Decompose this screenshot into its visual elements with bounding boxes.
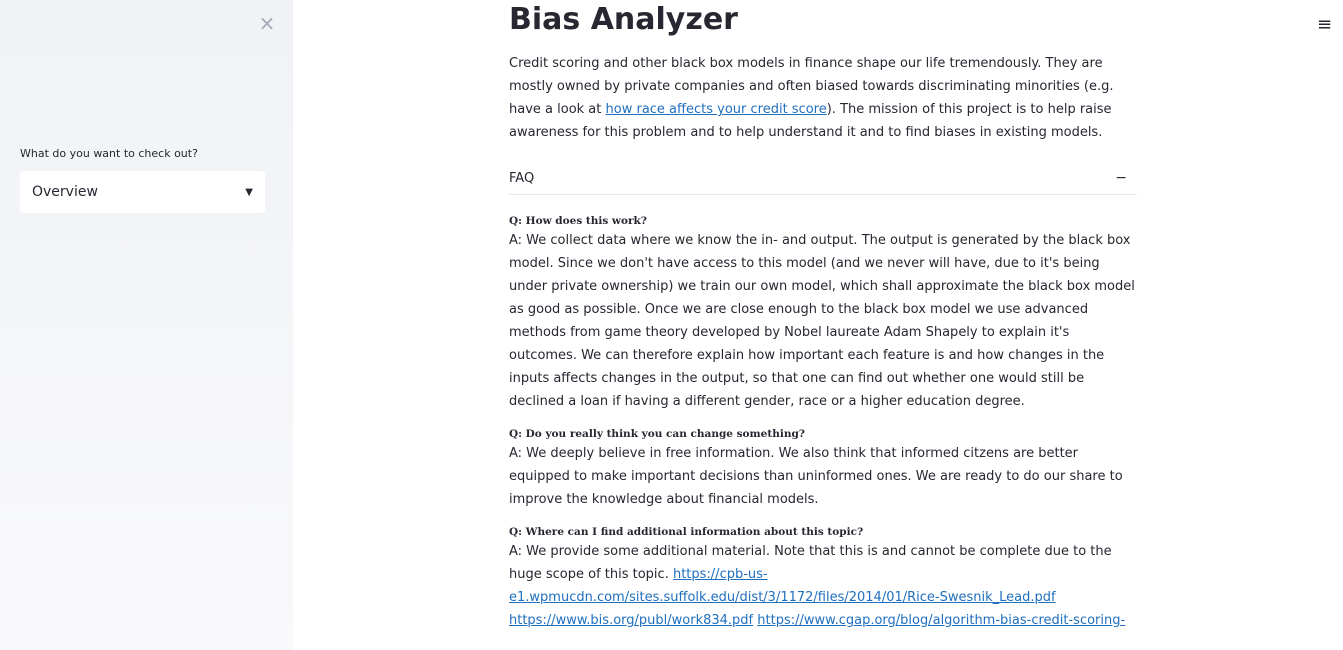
faq-item — [509, 213, 1137, 413]
sidebar — [0, 0, 293, 650]
faq-title: FAQ — [509, 170, 535, 186]
faq-answer: A: We collect data where we know the in- and output. The output is generated by the black box model. Since we don't have access to this model (and we never will have, due to it's being under private ownership) we train our own model, which shall approximate the black box model as good as possible. Once we are close enough to the black box model we use advanced methods from game theory developed by Nobel laureate Adam Shapely to explain it's outcomes. We can therefore explain how important each feature is and how changes in the inputs affects changes in the output, so that one can find out whether one would still be declined a loan if having a different gender, race or a higher education degree. — [509, 233, 1135, 409]
faq-content — [509, 213, 1137, 645]
intro-text-after: ). The mission of this project is to help raise awareness for this problem and to help understand it and to find biases in existing models. — [509, 102, 1112, 140]
resource-link[interactable]: https://www.cgap.org/blog/algorithm-bias-credit-scoring- — [757, 613, 1126, 628]
hamburger-menu-icon[interactable]: ≡ — [1317, 14, 1333, 35]
faq-expander-header[interactable] — [509, 162, 1137, 195]
faq-item — [509, 426, 1137, 511]
faq-answer: A: We deeply believe in free information. We also think that informed citzens are better equipped to make important decisions than uninformed ones. We are ready to do our share to improve the knowledge about financial models. — [509, 446, 1123, 507]
faq-answer-text: A: We provide some additional material. Note that this is and cannot be complete due to the huge scope of this topic. — [509, 544, 1112, 582]
collapse-icon[interactable]: − — [1115, 170, 1127, 186]
select-value: Overview — [32, 184, 98, 200]
page-select[interactable] — [20, 171, 265, 213]
close-sidebar-icon[interactable]: × — [258, 11, 276, 35]
page-title: Bias Analyzer — [509, 2, 738, 37]
resource-link[interactable]: https://www.bis.org/publ/work834.pdf — [509, 613, 754, 628]
select-label: What do you want to check out? — [20, 147, 198, 160]
faq-question: Q: Where can I find additional information about this topic? — [509, 526, 864, 538]
faq-question: Q: How does this work? — [509, 215, 647, 227]
faq-question: Q: Do you really think you can change something? — [509, 428, 805, 440]
resource-link[interactable]: https://cpb-us-e1.wpmucdn.com/sites.suffolk.edu/dist/3/1172/files/2014/01/Rice-Swesnik_Lead.pdf — [509, 567, 1056, 605]
faq-answer — [509, 540, 1137, 632]
intro-paragraph — [509, 52, 1137, 144]
caret-down-icon: ▼ — [245, 186, 253, 198]
faq-item — [509, 524, 1137, 632]
intro-text-before: Credit scoring and other black box models in finance shape our life tremendously. They are mostly owned by private companies and often biased towards discriminating minorities (e.g. have a look at — [509, 56, 1114, 117]
race-credit-score-link[interactable]: how race affects your credit score — [605, 102, 827, 117]
